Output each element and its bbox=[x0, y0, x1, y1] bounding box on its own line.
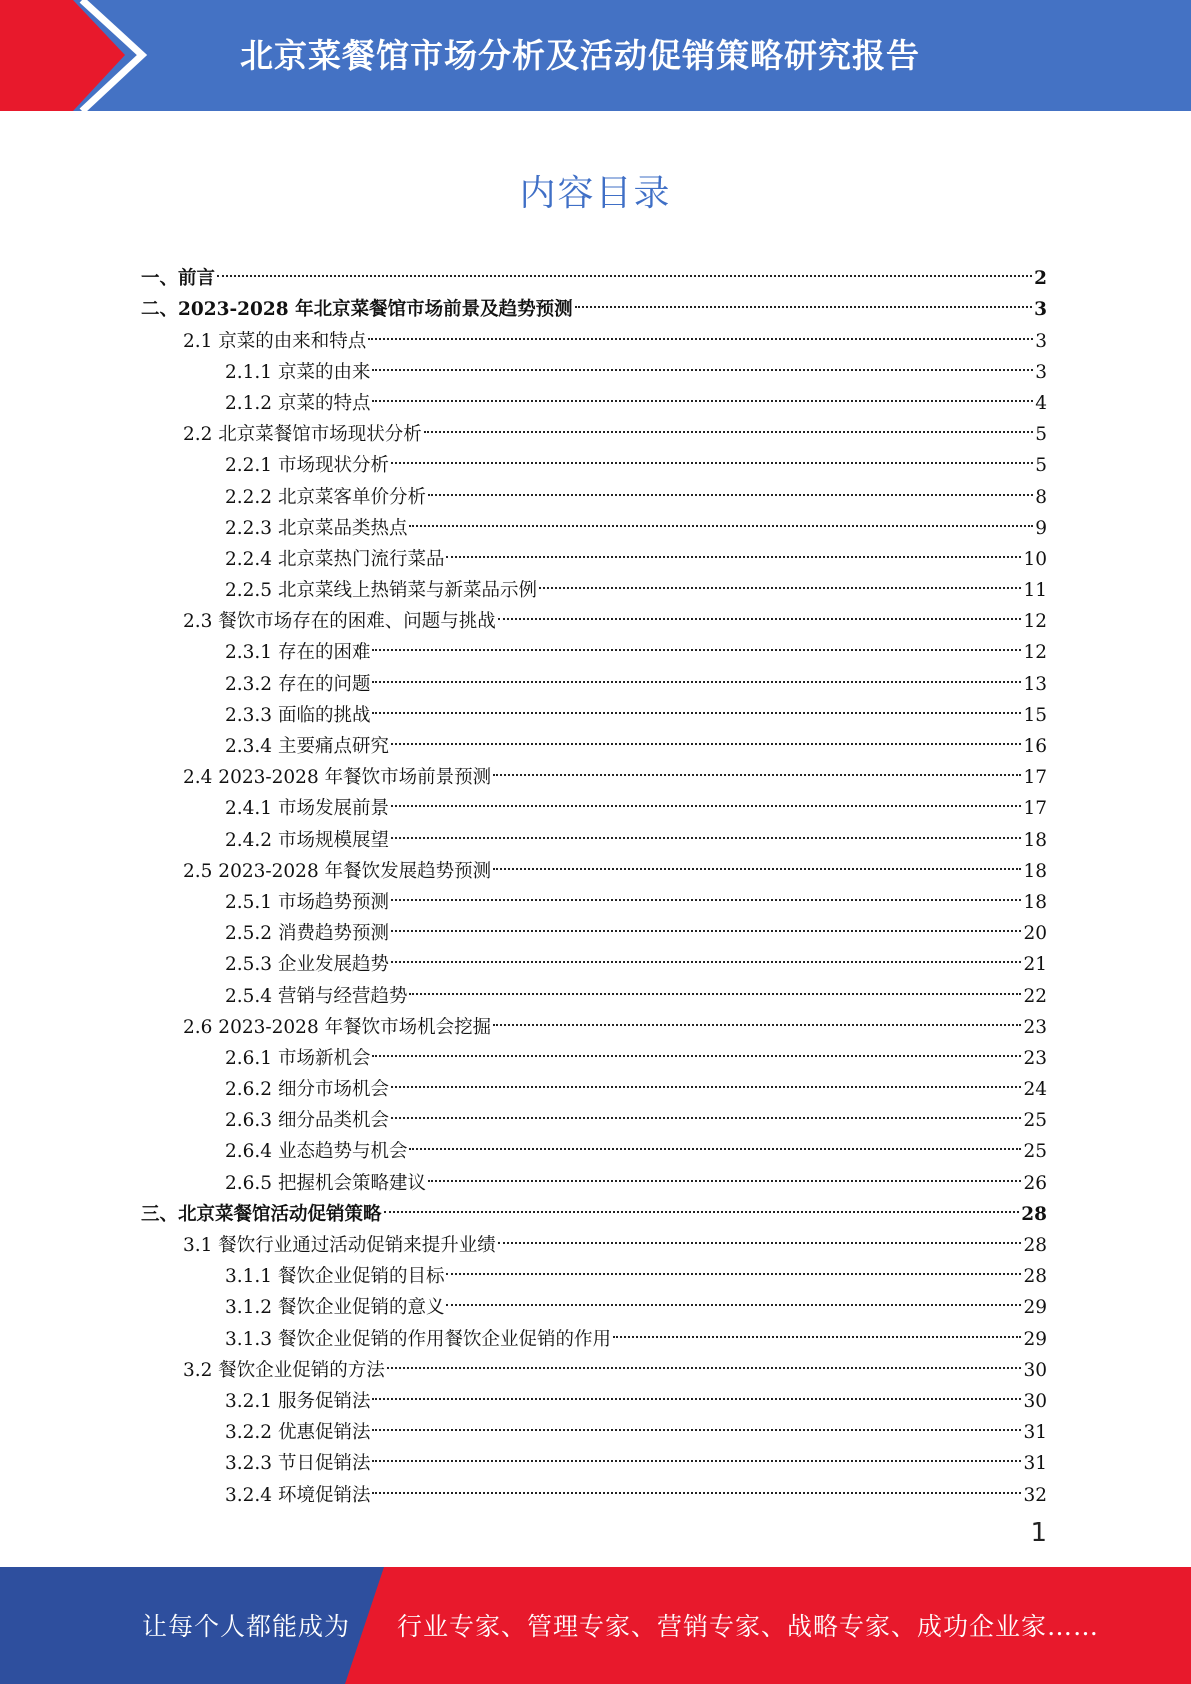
toc-title: 内容目录 bbox=[519, 173, 672, 214]
toc-dot-leader bbox=[409, 503, 1033, 534]
toc-entry-page: 3 bbox=[1035, 330, 1047, 352]
toc-entry-label: 三、北京菜餐馆活动促销策略 bbox=[141, 1203, 382, 1225]
table-of-contents bbox=[141, 253, 1047, 1506]
toc-dot-leader bbox=[372, 1438, 1021, 1469]
toc-dot-leader bbox=[493, 846, 1021, 877]
toc-entry-label: 2.1.1 京菜的由来 bbox=[225, 361, 371, 383]
toc-entry-label: 2.6.4 业态趋势与机会 bbox=[225, 1141, 408, 1163]
toc-dot-leader bbox=[613, 1313, 1021, 1344]
toc-dot-leader bbox=[384, 1189, 1020, 1220]
toc-dot-leader bbox=[391, 877, 1021, 908]
toc-entry[interactable] bbox=[141, 284, 1047, 321]
toc-dot-leader bbox=[409, 1126, 1021, 1157]
toc-entry-label: 2.6.2 细分市场机会 bbox=[225, 1079, 389, 1101]
toc-entry-label: 2.3.3 面临的挑战 bbox=[225, 704, 371, 726]
toc-entry-label: 一、前言 bbox=[141, 268, 216, 290]
toc-entry-page: 25 bbox=[1023, 1110, 1047, 1132]
report-title: 北京菜餐馆市场分析及活动促销策略研究报告 bbox=[240, 36, 920, 75]
toc-entry-page: 4 bbox=[1035, 392, 1047, 414]
toc-dot-leader bbox=[372, 347, 1033, 378]
toc-entry[interactable] bbox=[141, 253, 1047, 290]
toc-entry-label: 2.2.4 北京菜热门流行菜品 bbox=[225, 548, 445, 570]
toc-entry-page: 2 bbox=[1034, 268, 1047, 290]
toc-entry-label: 2.5 2023-2028 年餐饮发展趋势预测 bbox=[183, 860, 492, 882]
toc-entry-page: 30 bbox=[1023, 1390, 1047, 1412]
toc-entry-label: 二、2023-2028 年北京菜餐馆市场前景及趋势预测 bbox=[141, 299, 573, 321]
toc-dot-leader bbox=[575, 284, 1033, 315]
chevron-decor-icon bbox=[0, 0, 160, 111]
toc-dot-leader bbox=[217, 253, 1032, 284]
toc-dot-leader bbox=[372, 1376, 1021, 1407]
toc-dot-leader bbox=[368, 315, 1033, 346]
toc-entry-page: 30 bbox=[1023, 1359, 1047, 1381]
toc-entry-page: 9 bbox=[1035, 517, 1047, 539]
toc-entry-page: 23 bbox=[1023, 1047, 1047, 1069]
toc-dot-leader bbox=[372, 1469, 1021, 1500]
toc-dot-leader bbox=[391, 814, 1021, 845]
toc-dot-leader bbox=[391, 783, 1021, 814]
toc-entry-label: 3.1 餐饮行业通过活动促销来提升业绩 bbox=[183, 1235, 496, 1256]
toc-entry-label: 2.2.2 北京菜客单价分析 bbox=[225, 486, 426, 508]
toc-dot-leader bbox=[391, 908, 1021, 939]
toc-entry-page: 3 bbox=[1035, 361, 1047, 383]
toc-dot-leader bbox=[372, 1033, 1021, 1064]
toc-entry-label: 2.6.3 细分品类机会 bbox=[225, 1110, 389, 1132]
toc-entry-label: 3.2.1 服务促销法 bbox=[225, 1390, 371, 1412]
toc-entry-label: 2.2.1 市场现状分析 bbox=[225, 455, 389, 477]
toc-dot-leader bbox=[446, 1282, 1021, 1313]
toc-entry-page: 10 bbox=[1023, 548, 1047, 570]
toc-entry-label: 2.3.4 主要痛点研究 bbox=[225, 736, 389, 757]
toc-dot-leader bbox=[446, 1251, 1021, 1282]
toc-entry-page: 23 bbox=[1023, 1016, 1047, 1038]
toc-entry-label: 2.3.1 存在的困难 bbox=[225, 642, 371, 664]
toc-dot-leader bbox=[498, 1220, 1022, 1251]
toc-entry-label: 2.5.3 企业发展趋势 bbox=[225, 954, 389, 976]
toc-entry-page: 29 bbox=[1023, 1328, 1047, 1350]
toc-dot-leader bbox=[493, 1002, 1021, 1033]
toc-entry-label: 2.2.5 北京菜线上热销菜与新菜品示例 bbox=[225, 580, 537, 602]
toc-entry-page: 29 bbox=[1023, 1297, 1047, 1319]
toc-entry-label: 3.1.3 餐饮企业促销的作用餐饮企业促销的作用 bbox=[225, 1328, 611, 1350]
toc-dot-leader bbox=[372, 658, 1021, 689]
toc-dot-leader bbox=[387, 1345, 1022, 1376]
toc-dot-leader bbox=[372, 378, 1033, 409]
toc-entry-page: 28 bbox=[1023, 1266, 1047, 1288]
toc-entry-page: 8 bbox=[1035, 486, 1047, 508]
toc-entry-page: 5 bbox=[1035, 455, 1047, 477]
toc-dot-leader bbox=[446, 534, 1021, 565]
footer-banner bbox=[0, 1567, 1191, 1684]
footer-slogan: 让每个人都能成为 bbox=[142, 1612, 351, 1641]
toc-entry-page: 18 bbox=[1023, 860, 1047, 882]
toc-dot-leader bbox=[391, 939, 1021, 970]
toc-dot-leader bbox=[372, 1407, 1021, 1438]
toc-dot-leader bbox=[372, 690, 1021, 721]
toc-entry-label: 3.1.2 餐饮企业促销的意义 bbox=[225, 1297, 445, 1319]
toc-dot-leader bbox=[498, 596, 1022, 627]
toc-dot-leader bbox=[391, 721, 1021, 752]
toc-dot-leader bbox=[424, 409, 1033, 440]
toc-dot-leader bbox=[391, 440, 1033, 471]
toc-entry-page: 26 bbox=[1023, 1172, 1047, 1194]
toc-entry-label: 3.2.3 节日促销法 bbox=[225, 1453, 371, 1475]
toc-entry-page: 17 bbox=[1023, 798, 1047, 820]
toc-entry-page: 28 bbox=[1023, 1235, 1047, 1256]
toc-entry-page: 15 bbox=[1023, 704, 1047, 726]
toc-entry-label: 2.3.2 存在的问题 bbox=[225, 673, 371, 695]
toc-entry-page: 18 bbox=[1023, 891, 1047, 913]
toc-dot-leader bbox=[539, 565, 1021, 596]
header-banner bbox=[0, 0, 1191, 111]
toc-dot-leader bbox=[391, 1095, 1021, 1126]
toc-dot-leader bbox=[372, 627, 1021, 658]
toc-entry-page: 18 bbox=[1023, 829, 1047, 851]
toc-entry-label: 2.6.1 市场新机会 bbox=[225, 1047, 371, 1069]
toc-entry-label: 2.5.2 消费趋势预测 bbox=[225, 923, 389, 945]
toc-dot-leader bbox=[428, 1157, 1021, 1188]
toc-entry-page: 31 bbox=[1023, 1422, 1047, 1444]
toc-entry-page: 5 bbox=[1035, 424, 1047, 446]
toc-entry-page: 16 bbox=[1023, 736, 1047, 757]
toc-dot-leader bbox=[391, 1064, 1021, 1095]
toc-entry-page: 12 bbox=[1023, 611, 1047, 633]
toc-entry-page: 25 bbox=[1023, 1141, 1047, 1163]
toc-entry-page: 20 bbox=[1023, 923, 1047, 945]
toc-entry-label: 2.1.2 京菜的特点 bbox=[225, 392, 371, 414]
toc-entry-label: 2.6.5 把握机会策略建议 bbox=[225, 1172, 426, 1194]
toc-entry-label: 2.3 餐饮市场存在的困难、问题与挑战 bbox=[183, 611, 496, 633]
toc-entry-page: 21 bbox=[1023, 954, 1047, 976]
toc-dot-leader bbox=[493, 752, 1021, 783]
toc-entry-label: 2.5.1 市场趋势预测 bbox=[225, 891, 389, 913]
toc-entry-label: 2.5.4 营销与经营趋势 bbox=[225, 985, 408, 1007]
toc-entry-label: 2.1 京菜的由来和特点 bbox=[183, 330, 367, 352]
toc-entry-page: 3 bbox=[1034, 299, 1047, 321]
toc-entry-page: 22 bbox=[1023, 985, 1047, 1007]
toc-entry-label: 3.2 餐饮企业促销的方法 bbox=[183, 1359, 385, 1381]
toc-entry-label: 3.1.1 餐饮企业促销的目标 bbox=[225, 1266, 445, 1288]
toc-entry-label: 2.4 2023-2028 年餐饮市场前景预测 bbox=[183, 767, 492, 789]
toc-entry-page: 32 bbox=[1023, 1484, 1047, 1506]
toc-entry-page: 11 bbox=[1023, 580, 1047, 602]
toc-entry-label: 3.2.2 优惠促销法 bbox=[225, 1422, 371, 1444]
toc-entry-page: 24 bbox=[1023, 1079, 1047, 1101]
toc-entry-page: 17 bbox=[1023, 767, 1047, 789]
toc-entry-label: 2.4.1 市场发展前景 bbox=[225, 798, 389, 820]
toc-dot-leader bbox=[409, 970, 1021, 1001]
toc-entry-label: 2.2 北京菜餐馆市场现状分析 bbox=[183, 424, 422, 446]
toc-dot-leader bbox=[428, 471, 1033, 502]
toc-entry-label: 2.4.2 市场规模展望 bbox=[225, 829, 389, 851]
toc-entry-page: 31 bbox=[1023, 1453, 1047, 1475]
toc-entry-page: 28 bbox=[1021, 1203, 1047, 1225]
toc-entry-label: 2.6 2023-2028 年餐饮市场机会挖掘 bbox=[183, 1016, 492, 1038]
toc-entry-label: 3.2.4 环境促销法 bbox=[225, 1484, 371, 1506]
footer-roles: 行业专家、管理专家、营销专家、战略专家、成功企业家…… bbox=[397, 1612, 1100, 1641]
toc-entry-page: 12 bbox=[1023, 642, 1047, 664]
toc-entry-label: 2.2.3 北京菜品类热点 bbox=[225, 517, 408, 539]
page-number: 1 bbox=[1030, 1518, 1047, 1548]
toc-entry-page: 13 bbox=[1023, 673, 1047, 695]
